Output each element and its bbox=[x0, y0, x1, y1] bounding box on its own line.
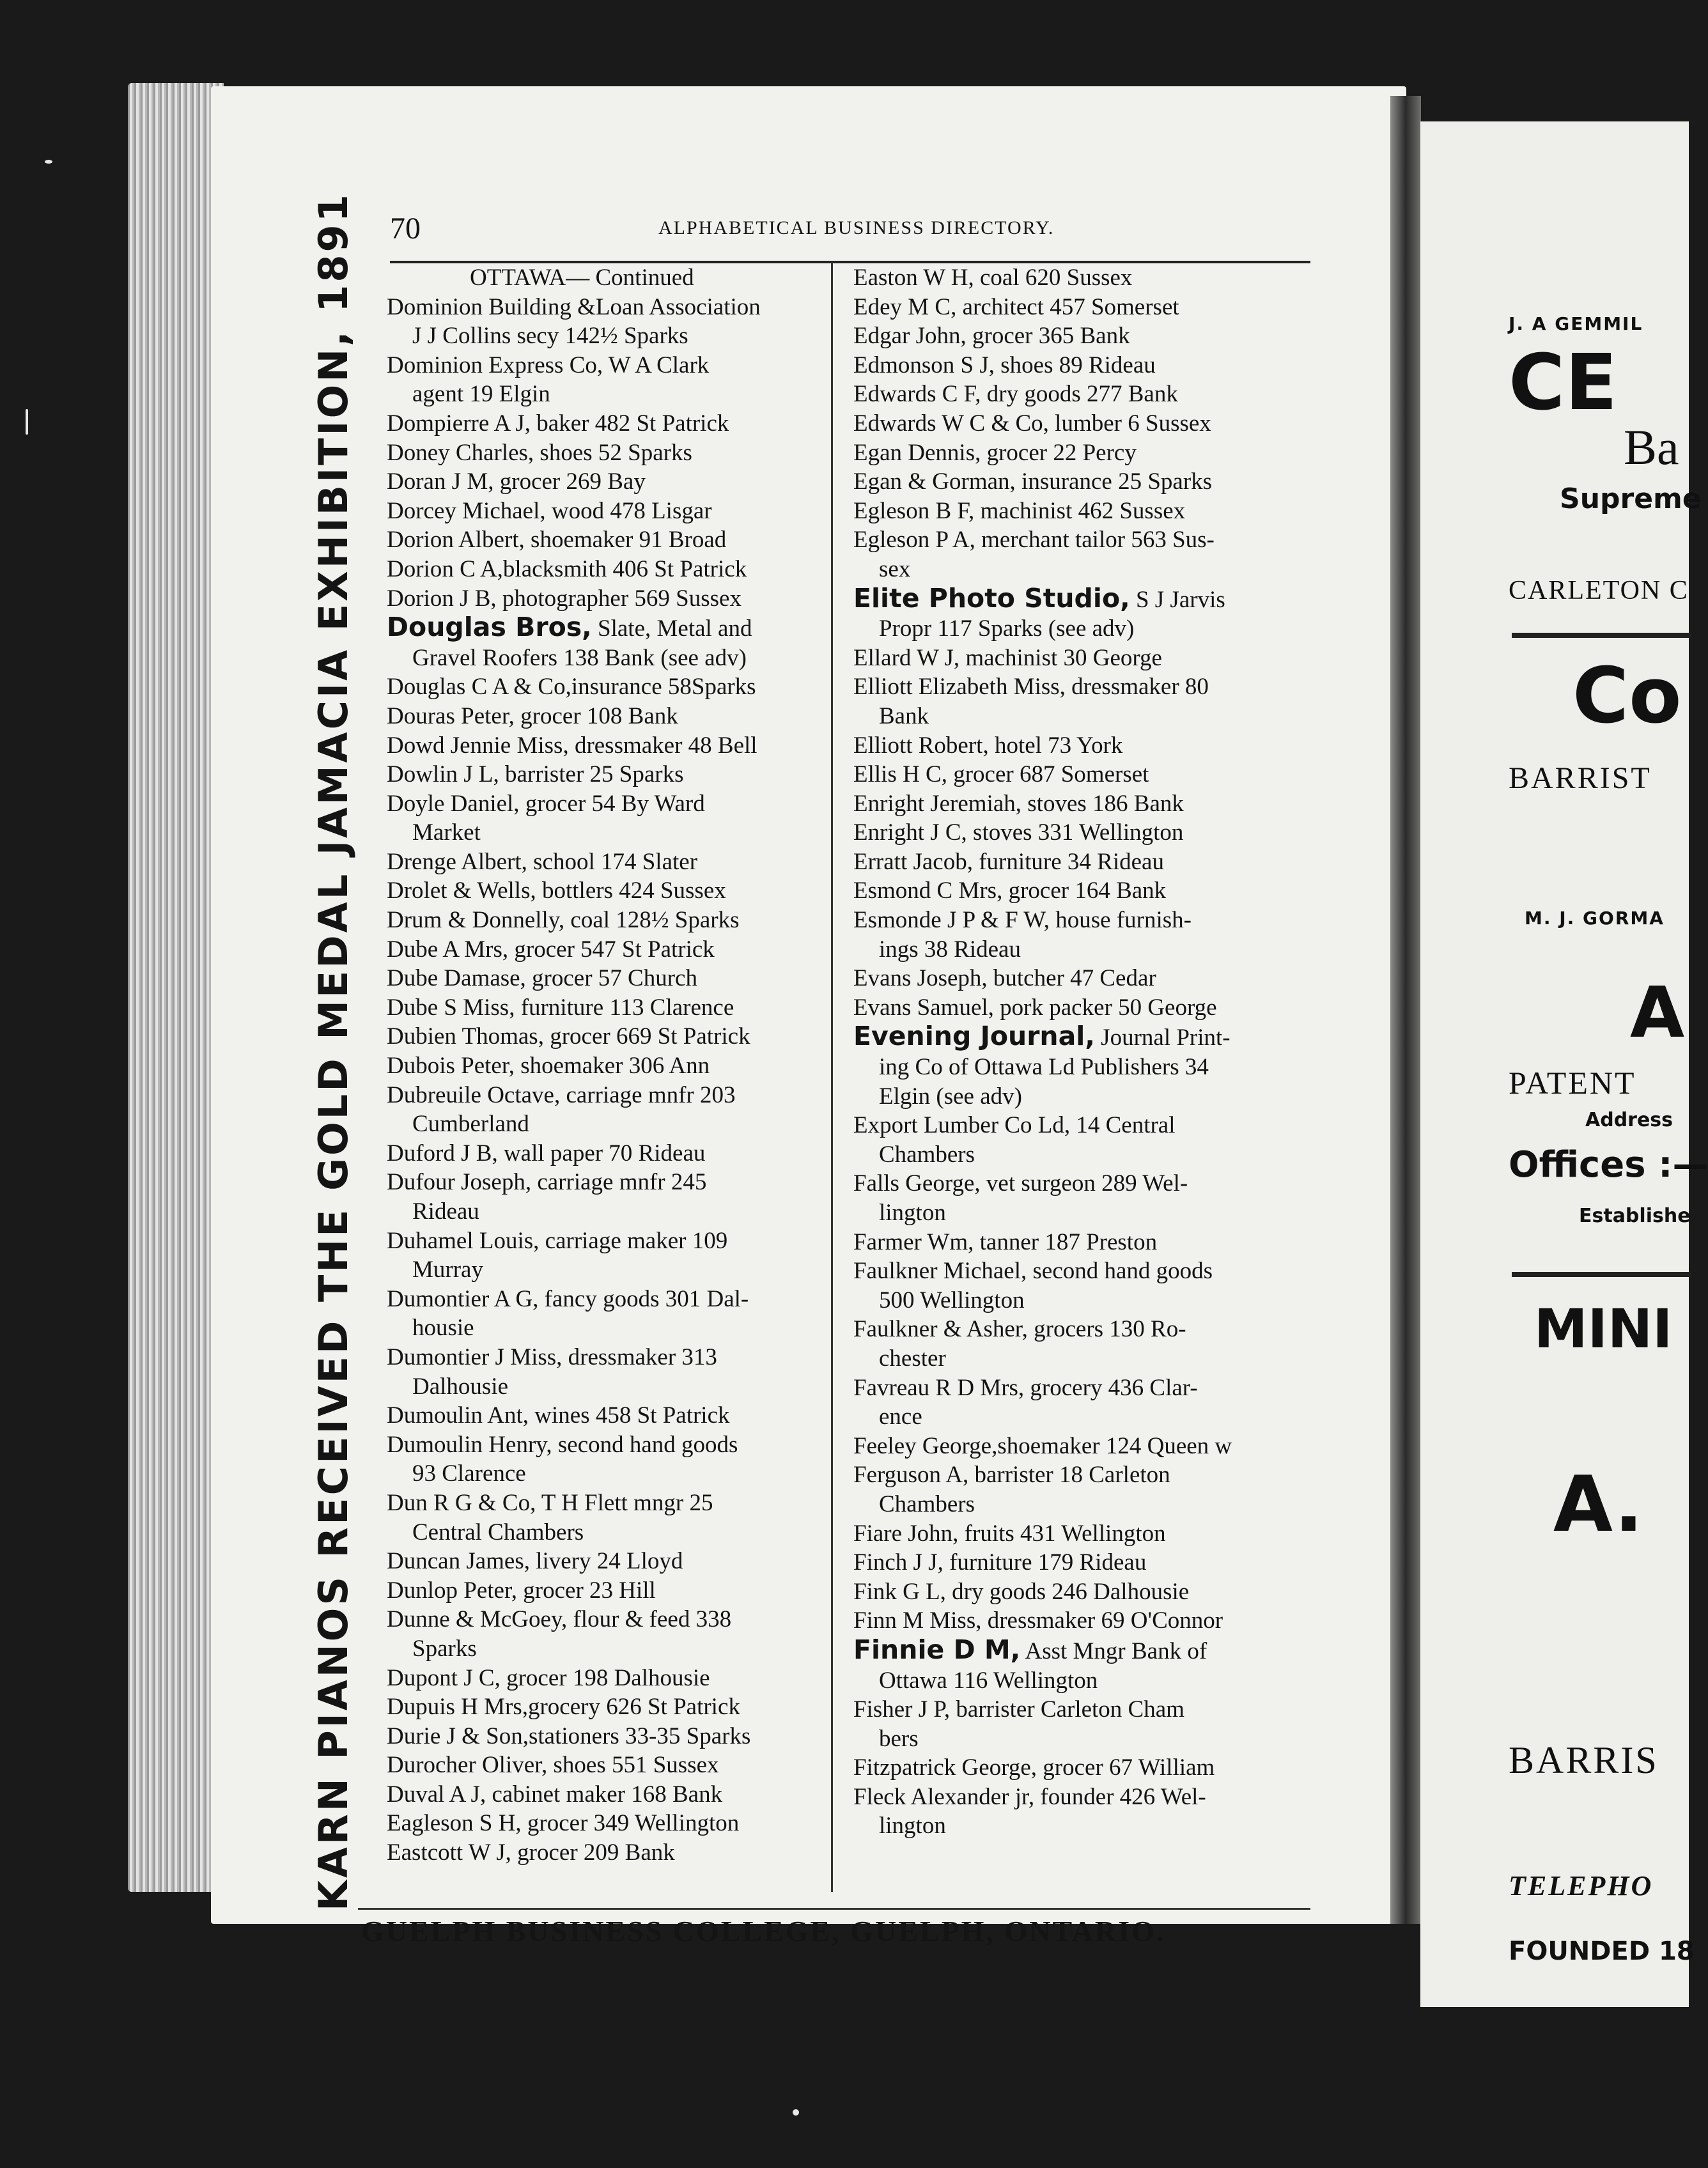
directory-entry bbox=[853, 731, 1294, 761]
entry-line: Fleck Alexander jr, founder 426 Wel- bbox=[853, 1783, 1206, 1810]
directory-entry bbox=[387, 467, 828, 497]
directory-entry bbox=[853, 760, 1294, 789]
rp-patent: PATENT bbox=[1509, 1065, 1636, 1101]
directory-entry bbox=[853, 876, 1294, 906]
entry-line: Duhamel Louis, carriage maker 109 bbox=[387, 1227, 728, 1254]
entry-line: Doyle Daniel, grocer 54 By Ward bbox=[387, 790, 705, 817]
entry-line: Douglas C A & Co,insurance 58Sparks bbox=[387, 674, 756, 701]
entry-line: Finn M Miss, dressmaker 69 O'Connor bbox=[853, 1607, 1223, 1634]
entry-continuation: ence bbox=[879, 1404, 922, 1430]
entry-line: Ellis H C, grocer 687 Somerset bbox=[853, 761, 1149, 788]
directory-entry bbox=[387, 760, 828, 789]
entry-line: Doney Charles, shoes 52 Sparks bbox=[387, 439, 692, 466]
entry-line: Edwards C F, dry goods 277 Bank bbox=[853, 381, 1178, 408]
entry-line: Edgar John, grocer 365 Bank bbox=[853, 323, 1130, 350]
entry-line: Dube S Miss, furniture 113 Clarence bbox=[387, 994, 734, 1021]
entry-continuation: bers bbox=[879, 1725, 919, 1752]
directory-entry bbox=[387, 1722, 828, 1751]
rp-telepho: TELEPHO bbox=[1509, 1870, 1654, 1901]
directory-entry bbox=[853, 789, 1294, 819]
entry-line: Durie J & Son,stationers 33-35 Sparks bbox=[387, 1723, 751, 1749]
entry-continuation: 93 Clarence bbox=[412, 1460, 526, 1487]
entry-line: Ellard W J, machinist 30 George bbox=[853, 644, 1162, 671]
entry-line: Dubreuile Octave, carriage mnfr 203 bbox=[387, 1081, 736, 1108]
entry-line: Easton W H, coal 620 Sussex bbox=[853, 265, 1133, 291]
rp-offices: Offices :— bbox=[1509, 1144, 1708, 1186]
entry-continuation: lington bbox=[879, 1200, 946, 1226]
directory-entry bbox=[387, 1343, 828, 1401]
directory-entry bbox=[387, 876, 828, 906]
directory-entry bbox=[387, 789, 828, 848]
entry-line: Evans Joseph, butcher 47 Cedar bbox=[853, 965, 1156, 992]
entry-line: Esmonde J P & F W, house furnish- bbox=[853, 907, 1192, 934]
entry-line: Egan Dennis, grocer 22 Percy bbox=[853, 439, 1137, 466]
directory-entry bbox=[387, 993, 828, 1023]
rp-address: Address bbox=[1585, 1109, 1673, 1131]
book-spine bbox=[1390, 96, 1421, 1924]
entry-continuation: Sparks bbox=[412, 1635, 477, 1662]
entry-line: Dumontier A G, fancy goods 301 Dal- bbox=[387, 1285, 749, 1312]
entry-line: Drolet & Wells, bottlers 424 Sussex bbox=[387, 878, 726, 904]
directory-entry bbox=[387, 1227, 828, 1285]
entry-continuation: J J Collins secy 142½ Sparks bbox=[412, 323, 688, 350]
directory-entry bbox=[387, 1780, 828, 1809]
directory-entry bbox=[853, 293, 1294, 322]
left-column bbox=[387, 263, 828, 1868]
entry-line: Dubois Peter, shoemaker 306 Ann bbox=[387, 1053, 710, 1080]
entry-line: Dunlop Peter, grocer 23 Hill bbox=[387, 1577, 656, 1604]
side-banner-text: KARN PIANOS RECEIVED THE GOLD MEDAL JAMACIA EXHIBITION, 1891 bbox=[310, 192, 357, 1911]
directory-entry bbox=[853, 1022, 1294, 1111]
entry-continuation: Gravel Roofers 138 Bank (see adv) bbox=[412, 644, 747, 671]
directory-entry bbox=[853, 1695, 1294, 1753]
rp-supreme: Supreme bbox=[1560, 483, 1702, 515]
entry-line: Farmer Wm, tanner 187 Preston bbox=[853, 1228, 1158, 1255]
directory-entry bbox=[853, 1636, 1294, 1695]
rp-gorma: M. J. GORMA bbox=[1525, 908, 1665, 929]
entry-line: Elliott Elizabeth Miss, dressmaker 80 bbox=[853, 674, 1209, 701]
entry-line: Dorion C A,blacksmith 406 St Patrick bbox=[387, 555, 747, 582]
entry-line: Fisher J P, barrister Carleton Cham bbox=[853, 1696, 1184, 1723]
rp-mini: MINI bbox=[1534, 1297, 1673, 1360]
entry-line: Dorion J B, photographer 569 Sussex bbox=[387, 585, 741, 612]
entry-name: Douglas Bros, bbox=[387, 612, 592, 643]
entry-continuation: Murray bbox=[412, 1257, 483, 1283]
directory-entry bbox=[853, 1753, 1294, 1783]
dust-speck bbox=[45, 160, 52, 164]
directory-entry bbox=[387, 613, 828, 672]
entry-continuation: Dalhousie bbox=[412, 1373, 509, 1400]
directory-entry bbox=[853, 263, 1294, 293]
entry-line: Dumontier J Miss, dressmaker 313 bbox=[387, 1343, 717, 1370]
rp-rule-2 bbox=[1512, 1272, 1691, 1277]
directory-entry bbox=[853, 1432, 1294, 1461]
entry-line: Esmond C Mrs, grocer 164 Bank bbox=[853, 878, 1167, 904]
column-divider bbox=[831, 262, 833, 1892]
directory-entry bbox=[853, 644, 1294, 673]
entry-line: Dompierre A J, baker 482 St Patrick bbox=[387, 410, 729, 437]
entry-line: Drenge Albert, school 174 Slater bbox=[387, 848, 698, 875]
directory-entry bbox=[387, 497, 828, 526]
directory-entry bbox=[853, 584, 1294, 644]
entry-line: Duncan James, livery 24 Lloyd bbox=[387, 1548, 683, 1575]
rp-a-big: A bbox=[1630, 972, 1685, 1053]
directory-entry bbox=[853, 1577, 1294, 1607]
rp-ce: CE bbox=[1509, 339, 1618, 428]
directory-entry bbox=[853, 672, 1294, 731]
entry-continuation: Market bbox=[412, 819, 481, 846]
entry-line: Egan & Gorman, insurance 25 Sparks bbox=[853, 468, 1213, 495]
rp-ba: Ba bbox=[1624, 419, 1679, 475]
directory-entry bbox=[853, 438, 1294, 468]
entry-line: Ferguson A, barrister 18 Carleton bbox=[853, 1462, 1170, 1489]
directory-entry bbox=[853, 380, 1294, 409]
entry-continuation: chester bbox=[879, 1345, 946, 1372]
directory-entry bbox=[853, 1606, 1294, 1636]
directory-entry bbox=[387, 906, 828, 935]
entry-line: Asst Mngr Bank of bbox=[1020, 1638, 1207, 1664]
entry-line: Dupont J C, grocer 198 Dalhousie bbox=[387, 1664, 710, 1691]
entry-continuation: 500 Wellington bbox=[879, 1287, 1025, 1313]
directory-entry bbox=[387, 1838, 828, 1868]
entry-name: Elite Photo Studio, bbox=[853, 582, 1130, 614]
entry-line: Dunne & McGoey, flour & feed 338 bbox=[387, 1606, 732, 1633]
entry-line: Feeley George,shoemaker 124 Queen w bbox=[853, 1432, 1232, 1459]
entry-line: Durocher Oliver, shoes 551 Sussex bbox=[387, 1752, 719, 1779]
entry-line: Dowd Jennie Miss, dressmaker 48 Bell bbox=[387, 732, 757, 759]
entry-line: Finch J J, furniture 179 Rideau bbox=[853, 1549, 1147, 1576]
directory-entry bbox=[853, 1228, 1294, 1257]
page-footer: GUELPH BUSINESS COLLEGE, GUELPH, ONTARIO. bbox=[361, 1915, 1166, 1947]
entry-continuation: Central Chambers bbox=[412, 1519, 584, 1545]
directory-entry bbox=[387, 1139, 828, 1168]
directory-entry bbox=[387, 1022, 828, 1051]
directory-entry bbox=[853, 351, 1294, 380]
running-head: ALPHABETICAL BUSINESS DIRECTORY. bbox=[658, 217, 1055, 238]
directory-entry bbox=[853, 467, 1294, 497]
dust-speck bbox=[26, 409, 28, 435]
rp-a-dot: A. bbox=[1553, 1460, 1643, 1549]
directory-entry bbox=[853, 1519, 1294, 1549]
rp-gemmil: J. A GEMMIL bbox=[1509, 313, 1643, 334]
directory-entry bbox=[853, 1111, 1294, 1169]
entry-line: Edey M C, architect 457 Somerset bbox=[853, 293, 1179, 320]
entry-line: Duval A J, cabinet maker 168 Bank bbox=[387, 1781, 723, 1808]
entry-line: Fitzpatrick George, grocer 67 William bbox=[853, 1754, 1215, 1781]
entry-line: Dupuis H Mrs,grocery 626 St Patrick bbox=[387, 1694, 740, 1721]
entry-line: Eastcott W J, grocer 209 Bank bbox=[387, 1839, 675, 1866]
directory-entry bbox=[387, 1751, 828, 1780]
directory-entry bbox=[853, 1257, 1294, 1315]
entry-line: S J Jarvis bbox=[1130, 586, 1225, 613]
entry-continuation: ing Co of Ottawa Ld Publishers 34 bbox=[879, 1054, 1209, 1081]
directory-entry bbox=[387, 1692, 828, 1722]
entry-name: Finnie D M, bbox=[853, 1634, 1021, 1665]
rp-barrist: BARRIST bbox=[1509, 761, 1652, 795]
directory-entry bbox=[387, 672, 828, 702]
directory-entry bbox=[853, 1315, 1294, 1373]
entry-line: Egleson P A, merchant tailor 563 Sus- bbox=[853, 527, 1215, 554]
directory-entry bbox=[387, 1605, 828, 1663]
directory-entry bbox=[387, 438, 828, 468]
entry-continuation: Cumberland bbox=[412, 1111, 529, 1138]
dust-speck bbox=[793, 2109, 799, 2116]
entry-continuation: ings 38 Rideau bbox=[879, 936, 1021, 963]
page-number: 70 bbox=[390, 212, 421, 245]
entry-line: Journal Print- bbox=[1094, 1025, 1231, 1051]
entry-name: Evening Journal, bbox=[853, 1021, 1095, 1052]
directory-entry bbox=[387, 263, 828, 293]
entry-line: Egleson B F, machinist 462 Sussex bbox=[853, 497, 1186, 524]
entry-line: Dominion Building &Loan Association bbox=[387, 293, 761, 320]
directory-entry bbox=[387, 702, 828, 731]
directory-entry bbox=[387, 935, 828, 964]
entry-continuation: lington bbox=[879, 1813, 946, 1839]
entry-continuation: Bank bbox=[879, 702, 929, 729]
rp-barris: BARRIS bbox=[1509, 1739, 1659, 1781]
entry-continuation: Chambers bbox=[879, 1141, 975, 1168]
directory-entry bbox=[387, 964, 828, 993]
entry-continuation: Propr 117 Sparks (see adv) bbox=[879, 616, 1135, 642]
entry-line: Erratt Jacob, furniture 34 Rideau bbox=[853, 848, 1164, 875]
entry-line: Dun R G & Co, T H Flett mngr 25 bbox=[387, 1489, 713, 1516]
entry-continuation: agent 19 Elgin bbox=[412, 381, 550, 408]
directory-entry bbox=[387, 409, 828, 438]
directory-entry bbox=[387, 1285, 828, 1343]
rp-co: Co bbox=[1572, 652, 1682, 741]
entry-line: Dorcey Michael, wood 478 Lisgar bbox=[387, 497, 712, 524]
directory-entry bbox=[387, 848, 828, 877]
directory-entry bbox=[387, 1168, 828, 1226]
entry-line: Faulkner & Asher, grocers 130 Ro- bbox=[853, 1316, 1186, 1343]
entry-line: Elliott Robert, hotel 73 York bbox=[853, 732, 1123, 759]
entry-line: Fink G L, dry goods 246 Dalhousie bbox=[853, 1578, 1190, 1605]
entry-line: Dowlin J L, barrister 25 Sparks bbox=[387, 761, 684, 788]
entry-line: Evans Samuel, pork packer 50 George bbox=[853, 994, 1217, 1021]
entry-line: Export Lumber Co Ld, 14 Central bbox=[853, 1112, 1176, 1139]
entry-continuation: Rideau bbox=[412, 1198, 479, 1225]
entry-line: Enright Jeremiah, stoves 186 Bank bbox=[853, 790, 1184, 817]
directory-entry bbox=[853, 818, 1294, 848]
directory-entry bbox=[853, 1460, 1294, 1519]
rp-establishe: Establishe bbox=[1579, 1205, 1691, 1227]
right-column bbox=[853, 263, 1294, 1841]
entry-line: Eagleson S H, grocer 349 Wellington bbox=[387, 1810, 740, 1837]
rp-founded: FOUNDED 18 bbox=[1509, 1937, 1695, 1966]
entry-continuation: Chambers bbox=[879, 1491, 975, 1517]
entry-line: Falls George, vet surgeon 289 Wel- bbox=[853, 1170, 1188, 1197]
book-page-edges bbox=[128, 83, 224, 1892]
entry-line: Dominion Express Co, W A Clark bbox=[387, 352, 710, 378]
directory-entry bbox=[387, 351, 828, 409]
entry-continuation: housie bbox=[412, 1315, 474, 1342]
entry-line: Dufour Joseph, carriage mnfr 245 bbox=[387, 1169, 707, 1196]
directory-entry bbox=[853, 1783, 1294, 1841]
directory-entry bbox=[853, 1548, 1294, 1577]
entry-line: Edmonson S J, shoes 89 Rideau bbox=[853, 352, 1156, 378]
directory-entry bbox=[387, 1809, 828, 1838]
entry-line: Edwards W C & Co, lumber 6 Sussex bbox=[853, 410, 1211, 437]
entry-continuation: Ottawa 116 Wellington bbox=[879, 1667, 1098, 1694]
entry-line: Dumoulin Henry, second hand goods bbox=[387, 1431, 738, 1458]
directory-entry bbox=[853, 964, 1294, 993]
directory-entry bbox=[387, 293, 828, 351]
entry-line: Favreau R D Mrs, grocery 436 Clar- bbox=[853, 1374, 1198, 1401]
directory-entry bbox=[387, 731, 828, 761]
directory-entry bbox=[387, 1430, 828, 1489]
entry-line: Dumoulin Ant, wines 458 St Patrick bbox=[387, 1402, 730, 1429]
rp-carleton: CARLETON C bbox=[1509, 576, 1689, 605]
directory-entry bbox=[853, 1169, 1294, 1227]
entry-continuation: Elgin (see adv) bbox=[879, 1083, 1022, 1110]
directory-entry bbox=[853, 321, 1294, 351]
directory-entry bbox=[853, 906, 1294, 964]
rp-rule-1 bbox=[1512, 633, 1691, 638]
entry-line: Duford J B, wall paper 70 Rideau bbox=[387, 1140, 706, 1166]
directory-entry bbox=[387, 1401, 828, 1430]
directory-entry bbox=[387, 1051, 828, 1081]
directory-entry bbox=[387, 525, 828, 555]
entry-line: Dubien Thomas, grocer 669 St Patrick bbox=[387, 1023, 750, 1050]
entry-line: OTTAWA— Continued bbox=[470, 265, 694, 291]
entry-line: Slate, Metal and bbox=[591, 616, 752, 642]
directory-entry bbox=[387, 1081, 828, 1139]
directory-entry bbox=[387, 1576, 828, 1606]
directory-entry bbox=[387, 555, 828, 584]
entry-line: Douras Peter, grocer 108 Bank bbox=[387, 702, 678, 729]
directory-entry bbox=[387, 584, 828, 614]
entry-line: Fiare John, fruits 431 Wellington bbox=[853, 1520, 1166, 1547]
entry-line: Dube A Mrs, grocer 547 St Patrick bbox=[387, 936, 715, 963]
directory-entry bbox=[853, 497, 1294, 526]
entry-continuation: sex bbox=[879, 555, 911, 582]
entry-line: Dorion Albert, shoemaker 91 Broad bbox=[387, 527, 727, 554]
entry-line: Enright J C, stoves 331 Wellington bbox=[853, 819, 1184, 846]
directory-entry bbox=[387, 1489, 828, 1547]
directory-entry bbox=[853, 525, 1294, 584]
page-header bbox=[390, 211, 1310, 249]
entry-line: Doran J M, grocer 269 Bay bbox=[387, 468, 646, 495]
directory-entry bbox=[853, 993, 1294, 1023]
directory-entry bbox=[387, 1664, 828, 1693]
entry-line: Dube Damase, grocer 57 Church bbox=[387, 965, 697, 992]
directory-entry bbox=[853, 848, 1294, 877]
entry-line: Faulkner Michael, second hand goods bbox=[853, 1258, 1213, 1285]
directory-entry bbox=[853, 1374, 1294, 1432]
directory-entry bbox=[387, 1547, 828, 1576]
footer-rule bbox=[358, 1908, 1310, 1910]
entry-line: Drum & Donnelly, coal 128½ Sparks bbox=[387, 907, 740, 934]
directory-entry bbox=[853, 409, 1294, 438]
